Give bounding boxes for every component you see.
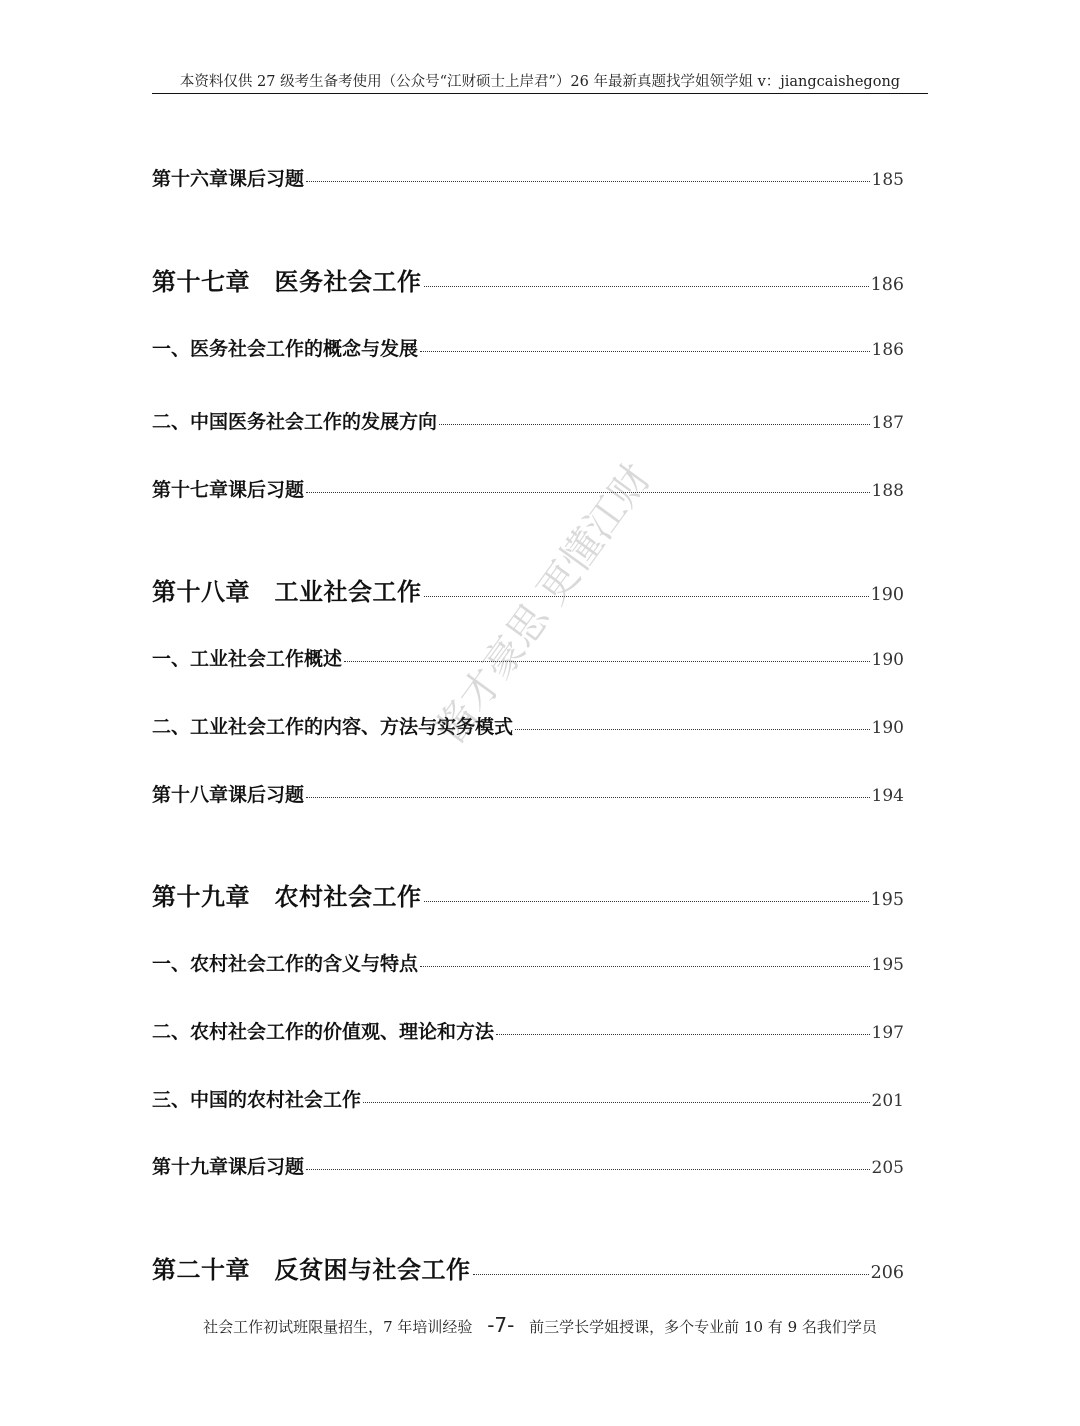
dot-leader <box>439 424 870 425</box>
toc-entry-title: 二、中国医务社会工作的发展方向 <box>152 411 438 433</box>
dot-leader <box>306 492 870 493</box>
dot-leader <box>420 351 870 352</box>
toc-entry-title: 一、工业社会工作概述 <box>152 648 343 670</box>
toc-entry-page: 188 <box>871 481 904 501</box>
footer-left-text: 社会工作初试班限量招生，7 年培训经验 <box>203 1318 473 1336</box>
toc-entry-page: 205 <box>871 1158 904 1178</box>
toc-entry-title: 第十六章课后习题 <box>152 168 305 190</box>
dot-leader <box>306 181 870 182</box>
dot-leader <box>424 286 869 287</box>
toc-entry[interactable] <box>152 407 904 434</box>
toc-entry[interactable] <box>152 475 904 502</box>
dot-leader <box>420 966 870 967</box>
toc-entry-title: 第十九章课后习题 <box>152 1156 305 1178</box>
toc-entry-title: 二、农村社会工作的价值观、理论和方法 <box>152 1021 495 1043</box>
page-number: -7- <box>487 1313 515 1337</box>
dot-leader <box>306 797 870 798</box>
toc-entry-page: 190 <box>870 585 904 605</box>
toc-chapter-entry[interactable] <box>152 572 904 607</box>
toc-entry-title: 一、医务社会工作的概念与发展 <box>152 338 419 360</box>
toc-entry-page: 201 <box>871 1091 904 1111</box>
dot-leader <box>363 1102 870 1103</box>
dot-leader <box>424 901 869 902</box>
dot-leader <box>473 1274 869 1275</box>
toc-chapter-entry[interactable] <box>152 1250 904 1285</box>
toc-entry[interactable] <box>152 1017 904 1044</box>
toc-chapter-entry[interactable] <box>152 262 904 297</box>
toc-entry-title: 一、农村社会工作的含义与特点 <box>152 953 419 975</box>
toc-entry-page: 195 <box>870 890 904 910</box>
toc-entry-title: 三、中国的农村社会工作 <box>152 1089 362 1111</box>
toc-entry-page: 187 <box>871 413 904 433</box>
toc-entry-page: 190 <box>871 718 904 738</box>
dot-leader <box>424 596 869 597</box>
page-footer <box>152 1313 928 1337</box>
toc-entry[interactable] <box>152 780 904 807</box>
dot-leader <box>496 1034 870 1035</box>
toc-entry[interactable] <box>152 1085 904 1112</box>
dot-leader <box>306 1169 870 1170</box>
toc-entry-title: 第二十章 反贫困与社会工作 <box>152 1256 471 1284</box>
dot-leader <box>515 729 870 730</box>
toc-entry-page: 186 <box>871 340 904 360</box>
toc-entry-page: 206 <box>870 1263 904 1283</box>
toc-entry-page: 197 <box>871 1023 904 1043</box>
toc-entry[interactable] <box>152 164 904 191</box>
toc-entry[interactable] <box>152 712 904 739</box>
toc-entry-title: 第十八章 工业社会工作 <box>152 578 422 606</box>
header-rule <box>152 93 928 94</box>
toc-entry-title: 第十八章课后习题 <box>152 784 305 806</box>
toc-entry-page: 195 <box>871 955 904 975</box>
toc-entry[interactable] <box>152 949 904 976</box>
toc-entry-title: 第十七章课后习题 <box>152 479 305 501</box>
toc-entry-title: 第十七章 医务社会工作 <box>152 268 422 296</box>
page-header: 本资料仅供 27 级考生备考使用（公众号“江财硕士上岸君”）26 年最新真题找学姐领学姐 v：jiangcaishegong <box>179 74 901 90</box>
toc-entry[interactable] <box>152 1152 904 1179</box>
toc-entry[interactable] <box>152 644 904 671</box>
toc-entry[interactable] <box>152 334 904 361</box>
toc-chapter-entry[interactable] <box>152 877 904 912</box>
toc-entry-page: 186 <box>870 275 904 295</box>
toc-entry-page: 185 <box>871 170 904 190</box>
toc-entry-title: 第十九章 农村社会工作 <box>152 883 422 911</box>
toc-entry-title: 二、工业社会工作的内容、方法与实务模式 <box>152 716 514 738</box>
toc-entry-page: 190 <box>871 650 904 670</box>
toc-entry-page: 194 <box>871 786 904 806</box>
footer-right-text: 前三学长学姐授课，多个专业前 10 有 9 名我们学员 <box>529 1318 877 1336</box>
watermark: 酱才豪思 更懂江财 <box>427 456 661 753</box>
dot-leader <box>344 661 870 662</box>
